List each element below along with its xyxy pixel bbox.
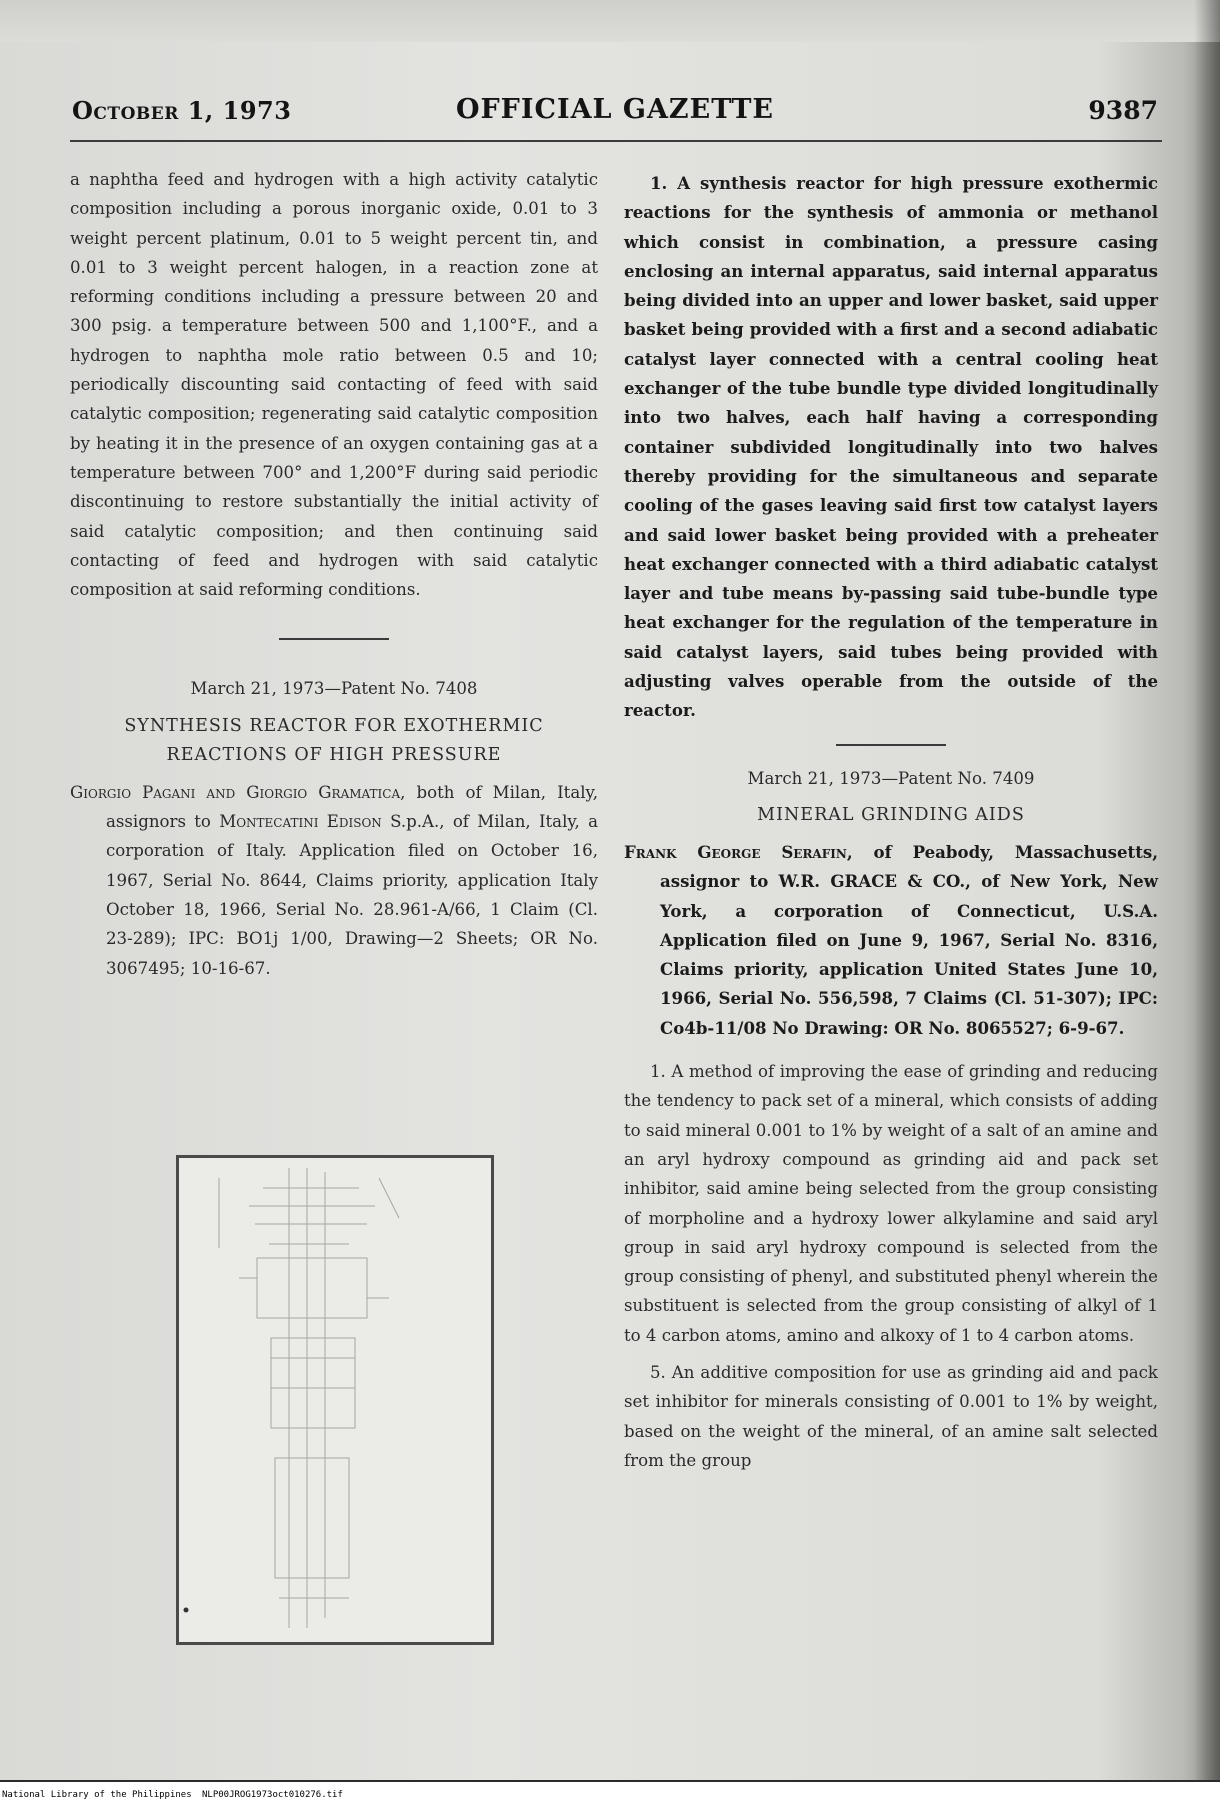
patent-7408-details: S.p.A., of Milan, Italy, a corporation of Italy. Application filed on October 16, 1967, Serial No. 8644, Claims priority, application Italy October 18, 1966, Serial No. 28.961-A/66, 1 Claim (Cl. 23-289); IPC: BO1j 1/00, Drawing—2 Sheets; OR No. 3067495; 10-16-67. xyxy=(106,812,598,978)
patent-7409-title: MINERAL GRINDING AIDS xyxy=(757,804,1025,825)
patent-7408-assignment-text: both of Milan, Italy, assignors to xyxy=(106,782,598,832)
patent-7408-claim: 1. A synthesis reactor for high pressure exothermic reactions for the synthesis of ammonia or methanol which consist in combination, a pressure casing enclosing an internal apparatus, said internal apparatus being divided into an upper and lower basket, said upper basket being provided with a first and a second adiabatic catalyst layer connected with a central cooling heat exchanger of the tube bundle type divided longitudinally into two halves, each half having a corresponding container subdivided longitudinally into two halves thereby providing for the simultaneous and separate cooling of the gases leaving said first tow catalyst layers and said lower basket being provided with a preheater heat exchanger connected with a third adiabatic catalyst layer and tube means by-passing said tube-bundle type heat exchanger for the regulation of the temperature in said catalyst layers, said tubes being provided with adjusting valves operable from the outside of the reactor. xyxy=(624,173,1158,721)
header-rule xyxy=(70,140,1162,142)
header-title: OFFICIAL GAZETTE xyxy=(455,94,775,125)
claim-continuation: a naphtha feed and hydrogen with a high activity catalytic composition including a porous inorganic oxide, 0.01 to 3 weight percent platinum, 0.01 to 5 weight percent tin, and 0.01 to 3 weight percent halogen, in a reaction zone at reforming conditions including a pressure between 20 and 300 psig. a temperature between 500 and 1,100°F., and a hydrogen to naphtha mole ratio between 0.5 and 10; periodically discounting said contacting of feed with said catalytic composition; regenerating said catalytic composition by heating it in the presence of an oxygen containing gas at a temperature between 700° and 1,200°F during said periodic discontinuing to restore substantially the initial activity of said catalytic composition; and then continuing said contacting of feed and hydrogen with said catalytic composition at said reforming conditions. xyxy=(70,170,598,600)
patent-7409-claim-5: 5. An additive composition for use as grinding aid and pack set inhibitor for minerals consisting of 0.001 to 1% by weight, based on the weight of the mineral, of an amine salt selected from the group xyxy=(624,1362,1158,1470)
left-column xyxy=(70,165,598,983)
footer-file: NLP00JROG1973oct010276.tif xyxy=(202,1790,343,1800)
patent-7408-inventors: Giorgio Pagani and Giorgio Gramatica, xyxy=(70,782,406,802)
header-page-number: 9387 xyxy=(1088,96,1158,125)
patent-7409-assignment-text: of Peabody, Massachusetts, assignor to W.R. GRACE & CO., of New York, New York, a corporation of Connecticut, U.S.A. Application filed on June 9, 1967, Serial No. 8316, Claims priority, application United States June 10, 1966, Serial No. 556,598, 7 Claims (Cl. 51-307); IPC: Co4b-11/08 No Drawing: OR No. 8065527; 6-9-67. xyxy=(660,841,1159,1038)
drawing-mark xyxy=(184,1608,189,1613)
header-date: October 1, 1973 xyxy=(72,96,292,125)
reactor-drawing-sketch xyxy=(179,1158,491,1642)
patent-7408-assignment xyxy=(70,778,598,983)
patent-7408-line: March 21, 1973—Patent No. 7408 xyxy=(190,679,478,699)
patent-7409-claim-1: 1. A method of improving the ease of grinding and reducing the tendency to pack set of a mineral, which consists of adding to said mineral 0.001 to 1% by weight of a salt of an amine and an aryl hydroxy compound as grinding aid and pack set inhibitor, said amine being selected from the group consisting of morpholine and a hydroxy lower alkylamine and said aryl group in said aryl hydroxy compound is selected from the group consisting of phenyl, and substituted phenyl wherein the substituent is selected from the group consisting of alkyl of 1 to 4 carbon atoms, amino and alkoxy of 1 to 4 carbon atoms. xyxy=(624,1062,1158,1345)
scan-footer xyxy=(0,1782,1220,1808)
patent-7408-assignee: Montecatini Edison xyxy=(219,812,382,832)
footer-library: National Library of the Philippines xyxy=(2,1790,192,1800)
patent-drawing-figure xyxy=(176,1155,494,1645)
page-header xyxy=(72,92,1158,136)
patent-7408-title: SYNTHESIS REACTOR FOR EXOTHERMIC REACTIONS OF HIGH PRESSURE xyxy=(124,715,544,765)
patent-7409-line: March 21, 1973—Patent No. 7409 xyxy=(747,768,1035,788)
patent-7409-inventor: Frank George Serafin, xyxy=(624,841,853,862)
scan-right-edge-shadow xyxy=(1194,0,1220,1780)
scan-top-band xyxy=(0,0,1220,42)
patent-7409-assignment xyxy=(624,838,1158,1043)
right-column xyxy=(624,169,1158,1475)
